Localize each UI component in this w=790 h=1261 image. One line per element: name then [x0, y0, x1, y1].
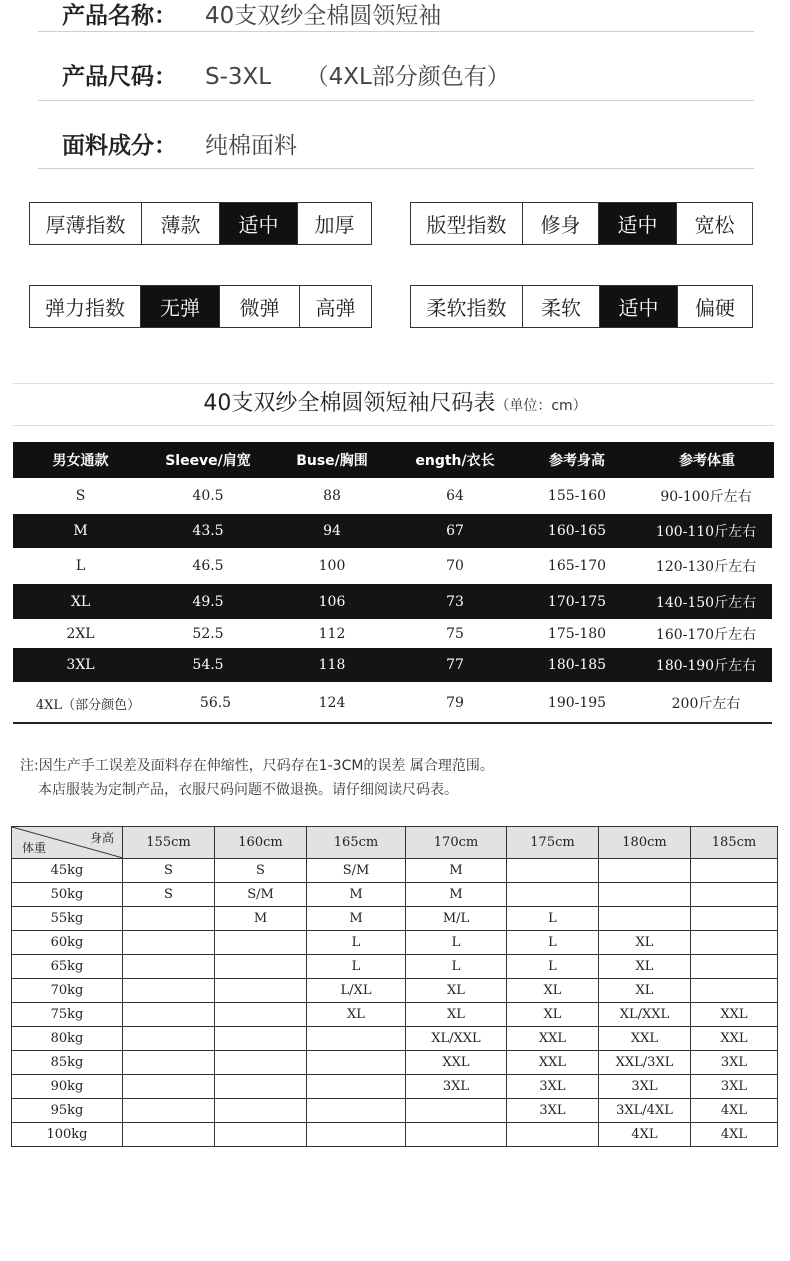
size-recommendation-cell: XXL — [507, 1027, 599, 1051]
size-recommendation-cell: M — [307, 907, 406, 931]
weight-label-cell: 90kg — [12, 1075, 123, 1099]
size-recommendation-cell: 4XL — [691, 1099, 778, 1123]
header-cell: Buse/胸围 — [296, 453, 368, 469]
weight-table-row — [12, 1123, 778, 1147]
index-option: 高弹 — [299, 286, 371, 327]
weight-label-cell: 75kg — [12, 1003, 123, 1027]
size-cell: 3XL — [66, 657, 95, 673]
header-cell: 参考身高 — [549, 453, 605, 469]
size-cell: 67 — [446, 523, 464, 539]
weight-table-row — [12, 907, 778, 931]
size-chart-unit: （单位：cm） — [495, 398, 587, 414]
size-cell: 52.5 — [192, 626, 224, 642]
size-recommendation-cell: XL/XXL — [599, 1003, 691, 1027]
elasticity-index — [29, 285, 372, 328]
weight-label-cell: 50kg — [12, 883, 123, 907]
size-recommendation-cell — [691, 979, 778, 1003]
info-label: 面料成分： — [62, 133, 177, 159]
size-recommendation-cell: XL — [599, 979, 691, 1003]
size-cell: 200斤左右 — [671, 696, 741, 712]
size-recommendation-cell — [123, 907, 215, 931]
size-recommendation-cell: M — [406, 859, 507, 883]
size-recommendation-cell: S/M — [215, 883, 307, 907]
index-option: 无弹 — [140, 286, 219, 327]
size-recommendation-cell: L — [307, 955, 406, 979]
size-recommendation-cell: L — [507, 907, 599, 931]
height-header-cell: 155cm — [123, 827, 215, 859]
size-recommendation-cell: S/M — [307, 859, 406, 883]
size-recommendation-cell: M/L — [406, 907, 507, 931]
size-cell: 56.5 — [199, 695, 232, 711]
size-recommendation-cell: 4XL — [599, 1123, 691, 1147]
index-option: 薄款 — [141, 203, 219, 244]
size-cell: 160-165 — [547, 523, 607, 539]
weight-table-row — [12, 1003, 778, 1027]
size-recommendation-cell: 3XL — [691, 1051, 778, 1075]
size-recommendation-cell: 3XL — [507, 1099, 599, 1123]
size-cell: 43.5 — [192, 523, 224, 539]
size-cell: 70 — [446, 558, 464, 574]
size-recommendation-cell: S — [215, 859, 307, 883]
size-cell: 106 — [318, 593, 346, 610]
size-recommendation-cell: 4XL — [691, 1123, 778, 1147]
size-recommendation-cell — [691, 931, 778, 955]
size-recommendation-cell: 3XL — [406, 1075, 507, 1099]
size-recommendation-cell: S — [123, 859, 215, 883]
size-cell: 2XL — [66, 626, 95, 642]
weight-label-cell: 55kg — [12, 907, 123, 931]
size-recommendation-cell: M — [215, 907, 307, 931]
size-recommendation-cell — [215, 1051, 307, 1075]
size-cell: 180-185 — [547, 657, 607, 673]
info-value: 纯棉面料 — [205, 133, 297, 159]
size-recommendation-cell — [307, 1099, 406, 1123]
weight-label-cell: 85kg — [12, 1051, 123, 1075]
size-recommendation-cell: S — [123, 883, 215, 907]
header-cell: 参考体重 — [679, 453, 735, 469]
size-recommendation-cell — [599, 859, 691, 883]
info-row-name — [38, 0, 754, 32]
size-chart-header — [13, 442, 774, 478]
size-cell: 64 — [446, 488, 464, 504]
size-cell: 160-170斤左右 — [655, 627, 757, 643]
size-recommendation-cell: L — [307, 931, 406, 955]
height-header-cell: 170cm — [406, 827, 507, 859]
size-recommendation-cell — [123, 1027, 215, 1051]
size-cell: 190-195 — [547, 695, 607, 711]
size-cell: 112 — [318, 626, 346, 642]
size-recommendation-cell — [691, 955, 778, 979]
size-cell: 90-100斤左右 — [660, 489, 752, 505]
size-row — [13, 514, 772, 548]
corner-weight-label: 体重 — [22, 841, 47, 855]
size-recommendation-cell — [406, 1123, 507, 1147]
size-recommendation-cell — [307, 1075, 406, 1099]
weight-table-row — [12, 1051, 778, 1075]
size-cell: XL — [70, 593, 91, 610]
size-recommendation-cell — [215, 955, 307, 979]
size-row — [13, 480, 772, 512]
height-header-cell: 180cm — [599, 827, 691, 859]
weight-table-row — [12, 955, 778, 979]
weight-label-cell: 80kg — [12, 1027, 123, 1051]
size-cell: 165-170 — [547, 558, 607, 574]
size-recommendation-cell — [123, 979, 215, 1003]
size-recommendation-cell: L — [406, 955, 507, 979]
weight-label-cell: 65kg — [12, 955, 123, 979]
fit-index — [410, 202, 753, 245]
size-recommendation-cell: M — [406, 883, 507, 907]
size-cell: 100-110斤左右 — [655, 524, 757, 540]
size-recommendation-cell — [599, 907, 691, 931]
size-recommendation-cell: XXL/3XL — [599, 1051, 691, 1075]
size-row — [13, 584, 772, 619]
size-recommendation-cell: 3XL — [599, 1075, 691, 1099]
weight-label-cell: 100kg — [12, 1123, 123, 1147]
size-cell: 77 — [446, 657, 464, 673]
size-recommendation-cell — [123, 931, 215, 955]
size-recommendation-cell: 3XL — [507, 1075, 599, 1099]
header-cell: Sleeve/肩宽 — [165, 453, 251, 469]
size-recommendation-cell — [691, 907, 778, 931]
size-recommendation-cell — [215, 1027, 307, 1051]
info-row-size — [38, 32, 754, 101]
size-recommendation-cell: XL — [406, 1003, 507, 1027]
size-recommendation-cell — [123, 1075, 215, 1099]
size-chart-title-text: 40支双纱全棉圆领短袖尺码表 — [203, 391, 496, 416]
size-recommendation-cell — [215, 1075, 307, 1099]
title-divider-bottom — [13, 425, 774, 426]
size-cell: S — [75, 488, 86, 504]
title-divider-top — [13, 383, 774, 384]
softness-index — [410, 285, 753, 328]
size-recommendation-cell: XL — [599, 955, 691, 979]
info-value: 40支双纱全棉圆领短袖 — [205, 3, 442, 29]
weight-table-row — [12, 1027, 778, 1051]
thickness-index — [29, 202, 372, 245]
index-label: 厚薄指数 — [45, 213, 126, 237]
size-recommendation-cell: XL — [307, 1003, 406, 1027]
size-row — [13, 549, 772, 583]
size-recommendation-cell: M — [307, 883, 406, 907]
size-recommendation-cell — [507, 1123, 599, 1147]
size-recommendation-cell — [123, 1123, 215, 1147]
size-recommendation-cell — [123, 955, 215, 979]
size-cell: 40.5 — [192, 488, 224, 504]
weight-table-row — [12, 883, 778, 907]
index-option: 适中 — [219, 203, 297, 244]
size-cell: 4XL（部分颜色） — [35, 697, 141, 713]
size-cell: 124 — [318, 695, 346, 711]
size-recommendation-cell — [599, 883, 691, 907]
size-recommendation-cell — [691, 883, 778, 907]
size-row — [13, 648, 772, 682]
index-label: 柔软指数 — [426, 296, 507, 320]
size-recommendation-cell: L/XL — [307, 979, 406, 1003]
size-chart-bottom-rule — [13, 722, 772, 724]
index-label: 版型指数 — [426, 213, 507, 237]
size-recommendation-cell — [307, 1123, 406, 1147]
note-line-2: 本店服装为定制产品，衣服尺码问题不做退换。请仔细阅读尺码表。 — [38, 782, 458, 798]
weight-label-cell: 70kg — [12, 979, 123, 1003]
weight-label-cell: 95kg — [12, 1099, 123, 1123]
size-recommendation-cell — [123, 1051, 215, 1075]
weight-table-row — [12, 931, 778, 955]
info-value: S-3XL （4XL部分颜色有） — [205, 64, 510, 90]
weight-table-row — [12, 1099, 778, 1123]
size-cell: 79 — [446, 695, 464, 711]
height-header-cell: 160cm — [215, 827, 307, 859]
weight-height-table — [11, 826, 778, 1147]
index-option: 宽松 — [676, 203, 752, 244]
size-recommendation-cell — [215, 931, 307, 955]
size-recommendation-cell — [215, 1003, 307, 1027]
index-option: 修身 — [522, 203, 598, 244]
size-cell: 175-180 — [547, 626, 607, 642]
size-row — [13, 620, 772, 648]
height-header-cell: 185cm — [691, 827, 778, 859]
size-recommendation-cell: XXL — [507, 1051, 599, 1075]
size-chart-title — [0, 386, 790, 417]
size-cell: L — [75, 558, 86, 574]
weight-label-cell: 45kg — [12, 859, 123, 883]
size-recommendation-cell: XXL — [691, 1027, 778, 1051]
size-recommendation-cell: XL — [507, 979, 599, 1003]
size-cell: 73 — [446, 593, 464, 610]
weight-table-row — [12, 859, 778, 883]
size-recommendation-cell — [307, 1027, 406, 1051]
size-recommendation-cell: XXL — [406, 1051, 507, 1075]
weight-table-row — [12, 1075, 778, 1099]
corner-height-label: 身高 — [89, 831, 114, 845]
size-cell: 49.5 — [192, 593, 224, 610]
size-recommendation-cell — [507, 883, 599, 907]
index-option: 柔软 — [522, 286, 599, 327]
size-cell: 155-160 — [547, 488, 607, 504]
size-recommendation-cell — [307, 1051, 406, 1075]
size-cell: 100 — [318, 558, 346, 574]
size-recommendation-cell: XXL — [599, 1027, 691, 1051]
size-recommendation-cell: 3XL — [691, 1075, 778, 1099]
size-recommendation-cell — [123, 1099, 215, 1123]
size-recommendation-cell: XXL — [691, 1003, 778, 1027]
index-option: 加厚 — [297, 203, 371, 244]
size-recommendation-cell: XL — [599, 931, 691, 955]
size-recommendation-cell — [691, 859, 778, 883]
index-option: 微弹 — [219, 286, 299, 327]
size-recommendation-cell: XL — [406, 979, 507, 1003]
index-option: 偏硬 — [677, 286, 752, 327]
header-cell: ength/衣长 — [415, 453, 495, 469]
corner-cell — [12, 827, 123, 859]
info-label: 产品名称： — [62, 3, 177, 29]
size-recommendation-cell: XL/XXL — [406, 1027, 507, 1051]
size-cell: 140-150斤左右 — [655, 594, 757, 611]
index-option: 适中 — [599, 286, 677, 327]
size-recommendation-cell: L — [406, 931, 507, 955]
size-recommendation-cell: L — [507, 955, 599, 979]
size-recommendation-cell — [507, 859, 599, 883]
size-cell: 94 — [323, 523, 341, 539]
size-row — [13, 685, 772, 721]
size-cell: M — [73, 523, 88, 539]
header-cell: 男女通款 — [52, 453, 109, 469]
size-cell: 88 — [323, 488, 341, 504]
weight-table-row — [12, 979, 778, 1003]
size-recommendation-cell — [406, 1099, 507, 1123]
size-recommendation-cell — [215, 1123, 307, 1147]
size-cell: 120-130斤左右 — [655, 559, 757, 575]
size-recommendation-cell — [215, 1099, 307, 1123]
height-header-cell: 165cm — [307, 827, 406, 859]
size-recommendation-cell: XL — [507, 1003, 599, 1027]
info-label: 产品尺码： — [62, 64, 177, 90]
weight-table-header-row — [12, 827, 778, 859]
size-cell: 180-190斤左右 — [655, 658, 757, 674]
index-option: 适中 — [598, 203, 676, 244]
info-row-fabric — [38, 100, 754, 169]
size-recommendation-cell — [215, 979, 307, 1003]
size-cell: 75 — [446, 626, 464, 642]
index-label: 弹力指数 — [45, 296, 125, 320]
size-cell: 118 — [318, 657, 346, 673]
size-recommendation-cell: 3XL/4XL — [599, 1099, 691, 1123]
size-recommendation-cell — [123, 1003, 215, 1027]
note-line-1: 注:因生产手工误差及面料存在伸缩性，尺码存在1-3CM的误差 属合理范围。 — [20, 758, 494, 774]
size-cell: 46.5 — [192, 558, 224, 574]
height-header-cell: 175cm — [507, 827, 599, 859]
weight-label-cell: 60kg — [12, 931, 123, 955]
size-recommendation-cell: L — [507, 931, 599, 955]
size-cell: 54.5 — [192, 657, 224, 673]
size-cell: 170-175 — [547, 593, 607, 610]
